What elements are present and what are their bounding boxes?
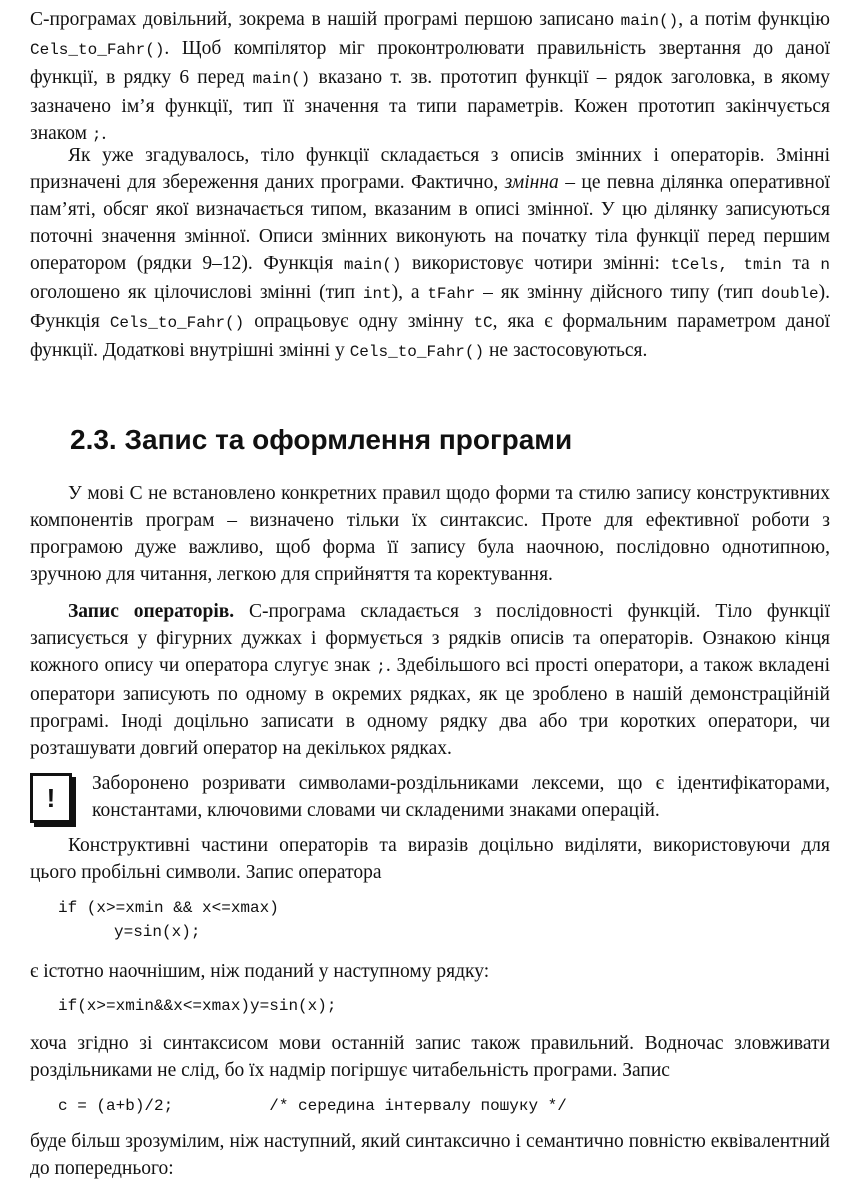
text: оголошено як цілочислові змінні (тип [30,282,363,303]
run-in-heading: Запис операторів. [68,601,235,622]
text: – це певна ділянка оперативної пам’яті, обсяг якої визначається типом, вказаним в описі змінної. У цю ділянку записуються поточні значення змінної. Описи змінних виконують на початку тіла функції перед першим оператором (рядки 9–12). Функція [30,172,831,274]
text: використовує чотири змінні: [401,253,671,274]
code-inline: tCels, tmin [670,256,782,274]
text: ), а [391,282,428,303]
code-block-line: y=sin(x); [114,923,201,941]
code-inline: double [761,285,819,303]
text: ). Функція [30,282,830,332]
code-inline: Cels_to_Fahr() [30,41,165,59]
text: . Щоб компілятор міг проконтролювати правильність звертання до даної функції, в рядку 6 перед [30,38,830,88]
code-inline: n [820,256,831,274]
code-inline: tC [473,314,493,332]
text: Як уже згадувалось, тіло функції складається з описів змінних і операторів. Змінні призначені для збереження даних програми. Фактично, [30,145,830,193]
code-inline: ; [376,658,386,676]
code-block-line: c = (a+b)/2; /* середина інтервалу пошуку */ [58,1097,567,1115]
text: вказано т. зв. прототип функції – рядок заголовка, в якому зазначено ім’я функції, тип її значення та типи параметрів. Кожен прототип закінчується знаком [30,67,830,144]
text: . Здебільшого всі прості оператори, а також вкладені оператори записують по одному в окремих рядках, як це зроблено в нашій демонстраційній програмі. Іноді доцільно записати в одному рядку два або три коротких оператори, чи розташувати довгий оператор на декількох рядках. [30,655,830,759]
text: не застосовуються. [484,340,648,361]
text: С-програмах довільний, зокрема в нашій програмі першою записано [30,9,621,30]
code-block-line: if(x>=xmin&&x<=xmax)y=sin(x); [58,997,337,1015]
warning-note: Заборонено розривати символами-роздільниками лексеми, що є ідентифікаторами, константами, ключовими словами чи складеними знаками операцій. [92,773,830,821]
code-inline: main() [620,12,679,30]
text: , яка є формальним параметром даної функції. Додаткові внутрішні змінні у [30,311,830,361]
code-inline: main() [343,256,402,274]
page [30,0,830,1184]
code-inline: ; [91,126,102,144]
section-heading: 2.3. Запис та оформлення програми [70,424,573,455]
text: С-програма складається з послідовності функцій. Тіло функції записується у фігурних дужках і формується з рядків описів та операторів. Ознакою кінця кожного опису чи оператора слугує знак [30,601,830,676]
paragraph-prototype [30,6,830,149]
code-block-line: if (x>=xmin && x<=xmax) [58,899,279,917]
emphasis: змінна [504,172,559,193]
paragraph-operators [30,598,830,762]
paragraph-equivalent: буде більш зрозумілим, ніж наступний, який синтаксично і семантично повністю еквівалентний до попереднього: [30,1131,830,1179]
text: . [101,123,107,144]
text: , а потім функцію [678,9,830,30]
code-inline: tFahr [427,285,476,303]
warning-icon: ! [30,773,72,823]
code-inline: int [362,285,392,303]
paragraph-style-rules: У мові С не встановлено конкретних правил щодо форми та стилю запису конструктивних компонентів програм – визначено тільки їх синтаксис. Проте для ефективної роботи з програмою дуже важливо, щоб форма її запису була наочною, послідовно однотипною, зручною для читання, легкою для сприйняття та коректування. [30,483,830,585]
text: – як змінну дійсного типу (тип [475,282,762,303]
paragraph-spacing: Конструктивні частини операторів та виразів доцільно виділяти, використовуючи для цього пробільні символи. Запис оператора [30,835,830,883]
paragraph-separators: хоча згідно зі синтаксисом мови останній запис також правильний. Водночас зловживати роздільниками не слід, бо їх надмір погіршує читабельність програми. Запис [30,1033,830,1081]
text: опрацьовує одну змінну [244,311,474,332]
code-inline: main() [252,70,311,88]
paragraph-comparison: є істотно наочнішим, ніж поданий у наступному рядку: [30,961,490,982]
text: та [781,253,821,274]
code-inline: Cels_to_Fahr() [109,314,245,332]
paragraph-variables [30,142,830,366]
code-inline: Cels_to_Fahr() [349,343,485,361]
